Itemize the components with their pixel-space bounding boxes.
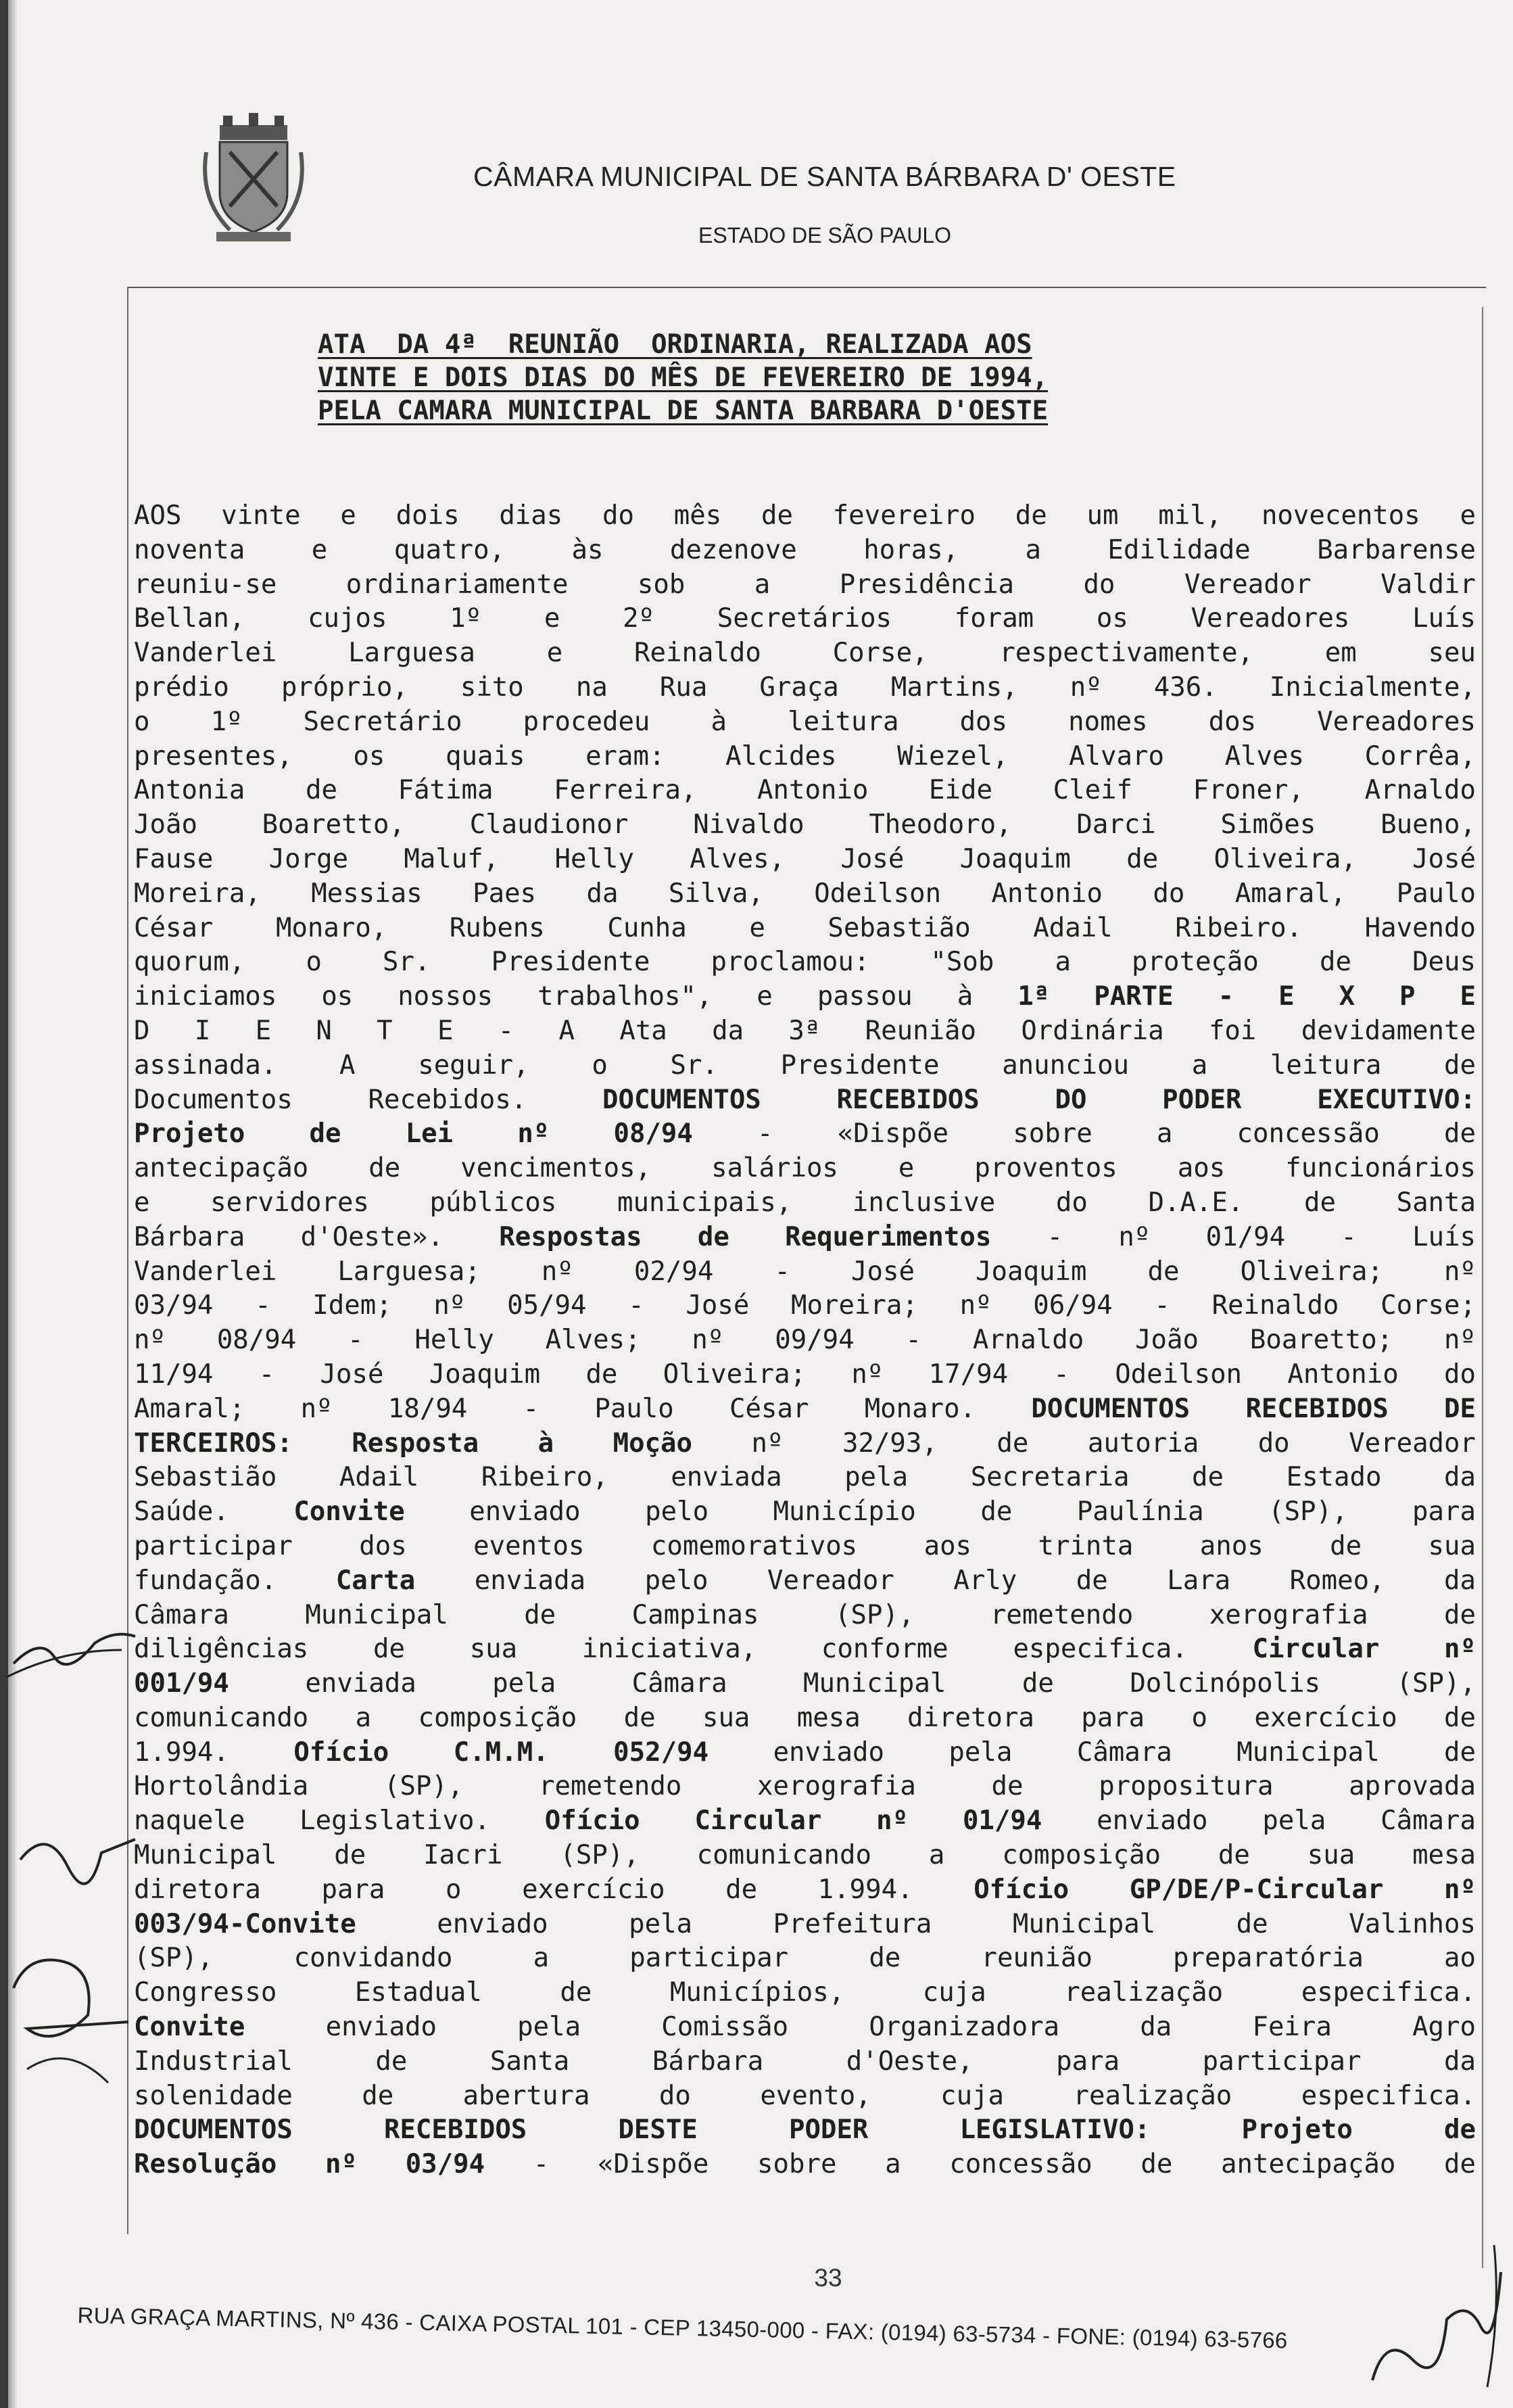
body-line: quorum, o Sr. Presidente proclamou: "Sob a proteção de Deus bbox=[134, 947, 1476, 978]
body-line: noventa e quatro, às dezenove horas, a Edilidade Barbarense bbox=[134, 534, 1476, 565]
text: Bárbara d'Oeste». bbox=[134, 1221, 443, 1252]
text: fundação. bbox=[134, 1565, 277, 1596]
right-margin-rule bbox=[1482, 307, 1483, 2268]
item-heading: Ofício C.M.M. 052/94 bbox=[293, 1737, 709, 1768]
body-line bbox=[134, 1632, 1476, 1667]
body-line: solenidade de abertura do evento, cuja realização especifica. bbox=[134, 2080, 1476, 2111]
item-heading: 001/94 bbox=[134, 1668, 229, 1699]
text bbox=[229, 1496, 294, 1527]
body-line: presentes, os quais eram: Alcides Wiezel, Alvaro Alves Corrêa, bbox=[134, 740, 1476, 772]
text: enviado pela Câmara Municipal de bbox=[709, 1737, 1476, 1768]
section-heading: Respostas de Requerimentos bbox=[499, 1221, 992, 1252]
body-line bbox=[134, 1083, 1476, 1118]
text: nº 32/93, de autoria do Vereador bbox=[692, 1427, 1476, 1459]
corner-signature-icon bbox=[1359, 2232, 1511, 2407]
body-line: Congresso Estadual de Municípios, cuja realização especifica. bbox=[134, 1977, 1476, 2008]
body-line bbox=[134, 1495, 1476, 1530]
body-line: reuniu-se ordinariamente sob a Presidência do Vereador Valdir bbox=[134, 569, 1476, 600]
page-number: 33 bbox=[814, 2264, 842, 2292]
body-line: Hortolândia (SP), remetendo xerografia de propositura aprovada bbox=[134, 1771, 1476, 1802]
text: enviada pela Câmara Municipal de Dolcinópolis (SP), bbox=[229, 1668, 1476, 1699]
body-line: 11/94 - José Joaquim de Oliveira; nº 17/94 - Odeilson Antonio do bbox=[134, 1359, 1476, 1390]
text bbox=[229, 1737, 294, 1768]
text: iniciamos os nossos trabalhos", e passou à bbox=[134, 981, 974, 1012]
text bbox=[443, 1222, 499, 1252]
body-line: César Monaro, Rubens Cunha e Sebastião Adail Ribeiro. Havendo bbox=[134, 912, 1476, 943]
text: 1.994. bbox=[134, 1737, 229, 1768]
text: - nº 01/94 - Luís bbox=[991, 1221, 1476, 1252]
body-line: antecipação de vencimentos, salários e proventos aos funcionários bbox=[134, 1153, 1476, 1184]
item-heading: Carta bbox=[335, 1565, 416, 1596]
text: enviado pelo Município de Paulínia (SP), para bbox=[404, 1496, 1476, 1528]
body-line bbox=[134, 2113, 1476, 2148]
text: Saúde. bbox=[134, 1496, 229, 1528]
body-line: participar dos eventos comemorativos aos trinta anos de sua bbox=[134, 1530, 1476, 1561]
body-line bbox=[134, 1873, 1476, 1908]
title-line: PELA CAMARA MUNICIPAL DE SANTA BARBARA D'OESTE bbox=[318, 396, 1049, 426]
body-line: Fause Jorge Maluf, Helly Alves, José Joaquim de Oliveira, José bbox=[134, 843, 1476, 874]
item-heading: Convite bbox=[134, 2012, 245, 2043]
text: - «Dispõe sobre a concessão de bbox=[692, 1118, 1476, 1150]
section-heading: TERCEIROS: Resposta à Moção bbox=[134, 1427, 693, 1459]
body-line: Industrial de Santa Bárbara d'Oeste, para participar da bbox=[134, 2046, 1476, 2077]
margin-signatures-icon bbox=[0, 1609, 155, 2137]
text: Amaral; nº 18/94 - Paulo César Monaro. bbox=[134, 1393, 976, 1424]
body-line: Moreira, Messias Paes da Silva, Odeilson Antonio do Amaral, Paulo bbox=[134, 878, 1476, 909]
section-heading: DOCUMENTOS RECEBIDOS DESTE PODER LEGISLATIVO: Projeto de bbox=[134, 2115, 1476, 2146]
body-line bbox=[134, 1221, 1476, 1255]
section-heading: 1ª PARTE - E X P E bbox=[1017, 981, 1476, 1012]
title-line: VINTE E DOIS DIAS DO MÊS DE FEVEREIRO DE 1994, bbox=[318, 362, 1049, 393]
footer-address: RUA GRAÇA MARTINS, Nº 436 - CAIXA POSTAL 101 - CEP 13450-000 - FAX: (0194) 63-5734 - FONE: (0194) 63-5766 bbox=[77, 2303, 1288, 2353]
text: enviado pela Prefeitura Municipal de Valinhos bbox=[356, 1908, 1476, 1939]
body-line bbox=[134, 980, 1476, 1014]
body-line: Antonia de Fátima Ferreira, Antonio Eide Cleif Froner, Arnaldo bbox=[134, 775, 1476, 806]
item-heading: Convite bbox=[293, 1496, 405, 1528]
institution-name: CÂMARA MUNICIPAL DE SANTA BÁRBARA D' OESTE bbox=[473, 161, 1176, 192]
text: naquele Legislativo. bbox=[134, 1805, 490, 1837]
body-line bbox=[134, 1564, 1476, 1599]
minutes-title bbox=[318, 328, 1291, 427]
item-heading: Circular nº bbox=[1252, 1634, 1476, 1665]
item-heading: Ofício GP/DE/P-Circular nº bbox=[974, 1874, 1476, 1905]
body-line bbox=[134, 1908, 1476, 1942]
text bbox=[490, 1805, 545, 1836]
text bbox=[277, 1565, 336, 1596]
body-line: João Boaretto, Claudionor Nivaldo Theodoro, Darci Simões Bueno, bbox=[134, 809, 1476, 841]
body-line bbox=[134, 1392, 1476, 1427]
section-heading: DOCUMENTOS RECEBIDOS DO PODER EXECUTIVO: bbox=[602, 1084, 1476, 1115]
bill-reference: Projeto de Lei nº 08/94 bbox=[134, 1118, 693, 1150]
body-line: AOS vinte e dois dias do mês de fevereiro de um mil, novecentos e bbox=[134, 500, 1476, 531]
body-line bbox=[134, 2010, 1476, 2045]
text: Documentos Recebidos. bbox=[134, 1084, 527, 1115]
text: diretora para o exercício de 1.994. bbox=[134, 1874, 913, 1905]
text: enviada pelo Vereador Arly de Lara Romeo, da bbox=[415, 1565, 1476, 1596]
text: diligências de sua iniciativa, conforme especifica. bbox=[134, 1634, 1188, 1665]
body-line bbox=[134, 1804, 1476, 1839]
body-line: o 1º Secretário procedeu à leitura dos nomes dos Vereadores bbox=[134, 706, 1476, 737]
text bbox=[976, 1394, 1031, 1424]
body-line bbox=[134, 1667, 1476, 1701]
item-heading: 003/94-Convite bbox=[134, 1908, 356, 1939]
body-line: 03/94 - Idem; nº 05/94 - José Moreira; nº 06/94 - Reinaldo Corse; bbox=[134, 1290, 1476, 1321]
body-line bbox=[134, 2148, 1476, 2182]
body-line: (SP), convidando a participar de reunião preparatória ao bbox=[134, 1943, 1476, 1974]
body-line: Câmara Municipal de Campinas (SP), remetendo xerografia de bbox=[134, 1599, 1476, 1630]
section-heading: DOCUMENTOS RECEBIDOS DE bbox=[1031, 1393, 1476, 1424]
body-line: Bellan, cujos 1º e 2º Secretários foram os Vereadores Luís bbox=[134, 603, 1476, 634]
body-line: Vanderlei Larguesa; nº 02/94 - José Joaquim de Oliveira; nº bbox=[134, 1256, 1476, 1287]
body-line: e servidores públicos municipais, inclusive do D.A.E. de Santa bbox=[134, 1187, 1476, 1218]
title-line: ATA DA 4ª REUNIÃO ORDINARIA, REALIZADA AOS bbox=[318, 329, 1032, 360]
body-line: nº 08/94 - Helly Alves; nº 09/94 - Arnaldo João Boaretto; nº bbox=[134, 1325, 1476, 1356]
text: - «Dispõe sobre a concessão de antecipação de bbox=[485, 2149, 1476, 2180]
body-line bbox=[134, 1427, 1476, 1461]
body-line bbox=[134, 1736, 1476, 1770]
body-line: comunicando a composição de sua mesa diretora para o exercício de bbox=[134, 1702, 1476, 1733]
body-line: prédio próprio, sito na Rua Graça Martins, nº 436. Inicialmente, bbox=[134, 671, 1476, 703]
body-line bbox=[134, 1117, 1476, 1152]
municipal-crest-icon bbox=[203, 112, 304, 247]
text: enviado pela Câmara bbox=[1042, 1805, 1476, 1837]
body-line: D I E N T E - A Ata da 3ª Reunião Ordinária foi devidamente bbox=[134, 1015, 1476, 1046]
body-line: Municipal de Iacri (SP), comunicando a composição de sua mesa bbox=[134, 1840, 1476, 1871]
body-line: Vanderlei Larguesa e Reinaldo Corse, respectivamente, em seu bbox=[134, 638, 1476, 669]
text bbox=[913, 1874, 974, 1905]
state-name: ESTADO DE SÃO PAULO bbox=[698, 223, 952, 247]
text: enviado pela Comissão Organizadora da Feira Agro bbox=[245, 2012, 1476, 2043]
header-rule bbox=[127, 287, 1486, 288]
item-heading: Resolução nº 03/94 bbox=[134, 2149, 485, 2180]
minutes-body bbox=[134, 499, 1476, 2182]
body-line: assinada. A seguir, o Sr. Presidente anunciou a leitura de bbox=[134, 1049, 1476, 1081]
text bbox=[1188, 1634, 1253, 1664]
body-line: Sebastião Adail Ribeiro, enviada pela Secretaria de Estado da bbox=[134, 1462, 1476, 1493]
item-heading: Ofício Circular nº 01/94 bbox=[544, 1805, 1042, 1837]
